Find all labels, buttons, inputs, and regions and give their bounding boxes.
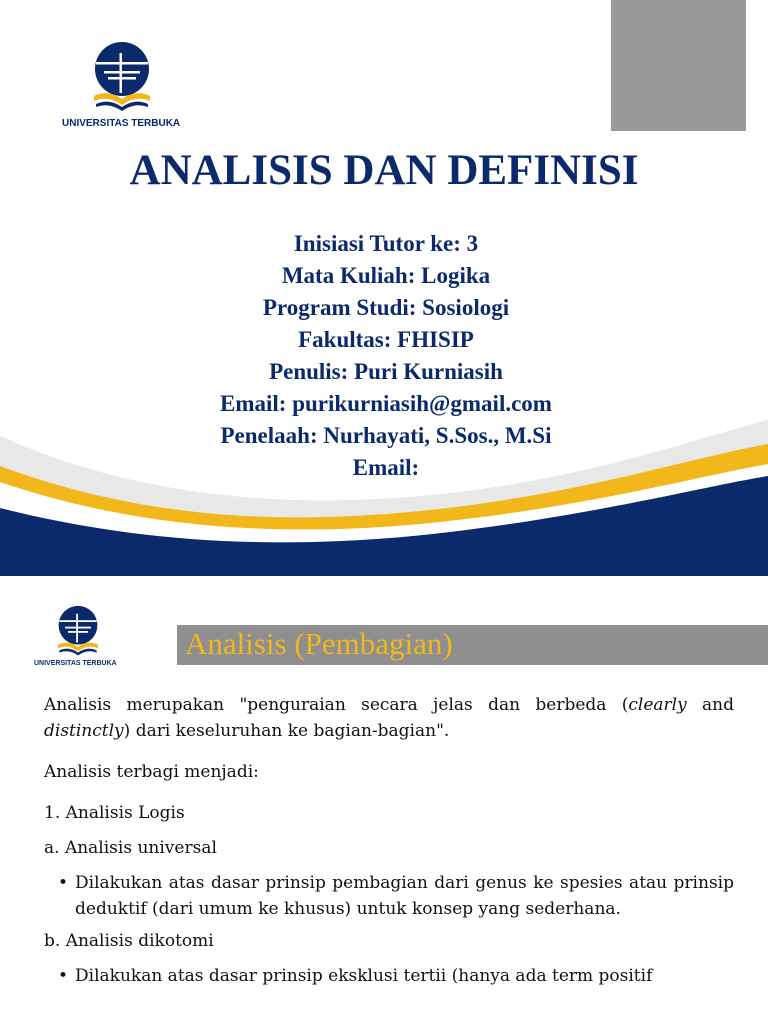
logo-text: UNIVERSITAS TERBUKA bbox=[62, 118, 181, 129]
item-universal-analysis: a. Analisis universal bbox=[44, 838, 217, 858]
gray-accent-block bbox=[611, 0, 746, 131]
logo-text: UNIVERSITAS TERBUKA bbox=[34, 660, 117, 667]
slide-heading: Analisis (Pembagian) bbox=[185, 626, 453, 661]
slide-gap bbox=[0, 576, 768, 588]
intro-text-2: and bbox=[686, 695, 734, 715]
intro-text-3: ) dari keseluruhan ke bagian-bagian". bbox=[123, 721, 450, 741]
content-slide bbox=[0, 588, 768, 1024]
slide-title: ANALISIS DAN DEFINISI bbox=[129, 147, 639, 194]
bullet-dichotomy-text: Dilakukan atas dasar prinsip eksklusi tertii (hanya ada term positif bbox=[75, 966, 653, 986]
info-line-author-email: Email: purikurniasih@gmail.com bbox=[220, 391, 552, 416]
slide-body bbox=[44, 692, 734, 989]
item-logical-analysis: 1. Analisis Logis bbox=[44, 803, 185, 823]
intro-text-1: Analisis merupakan "penguraian secara jelas dan berbeda ( bbox=[44, 695, 629, 715]
bullet-icon: • bbox=[58, 873, 69, 893]
bullet-universal-text: Dilakukan atas dasar prinsip pembagian dari genus ke spesies atau prinsip deduktif (dari umum ke khusus) untuk konsep yang sederhana. bbox=[75, 873, 734, 919]
intro-paragraph bbox=[44, 692, 734, 744]
intro-italic-distinctly: distinctly bbox=[44, 721, 124, 741]
info-line-faculty: Fakultas: FHISIP bbox=[298, 327, 474, 352]
divided-label: Analisis terbagi menjadi: bbox=[44, 762, 259, 782]
university-logo bbox=[34, 604, 124, 667]
bullet-universal bbox=[44, 870, 734, 922]
university-emblem-icon bbox=[55, 604, 101, 658]
university-logo bbox=[62, 40, 186, 129]
item-dichotomy-analysis: b. Analisis dikotomi bbox=[44, 931, 214, 951]
bullet-icon: • bbox=[58, 966, 69, 986]
info-line-program: Program Studi: Sosiologi bbox=[262, 295, 510, 320]
info-line-author: Penulis: Puri Kurniasih bbox=[269, 359, 503, 384]
university-emblem-icon bbox=[90, 40, 154, 114]
decorative-wave bbox=[0, 400, 768, 576]
intro-italic-clearly: clearly bbox=[628, 695, 687, 715]
info-line-tutor: Inisiasi Tutor ke: 3 bbox=[293, 231, 479, 256]
info-line-reviewer-email: Email: bbox=[352, 455, 420, 480]
info-line-course: Mata Kuliah: Logika bbox=[281, 263, 491, 288]
bullet-dichotomy bbox=[44, 963, 734, 989]
info-line-reviewer: Penelaah: Nurhayati, S.Sos., M.Si bbox=[220, 423, 552, 448]
